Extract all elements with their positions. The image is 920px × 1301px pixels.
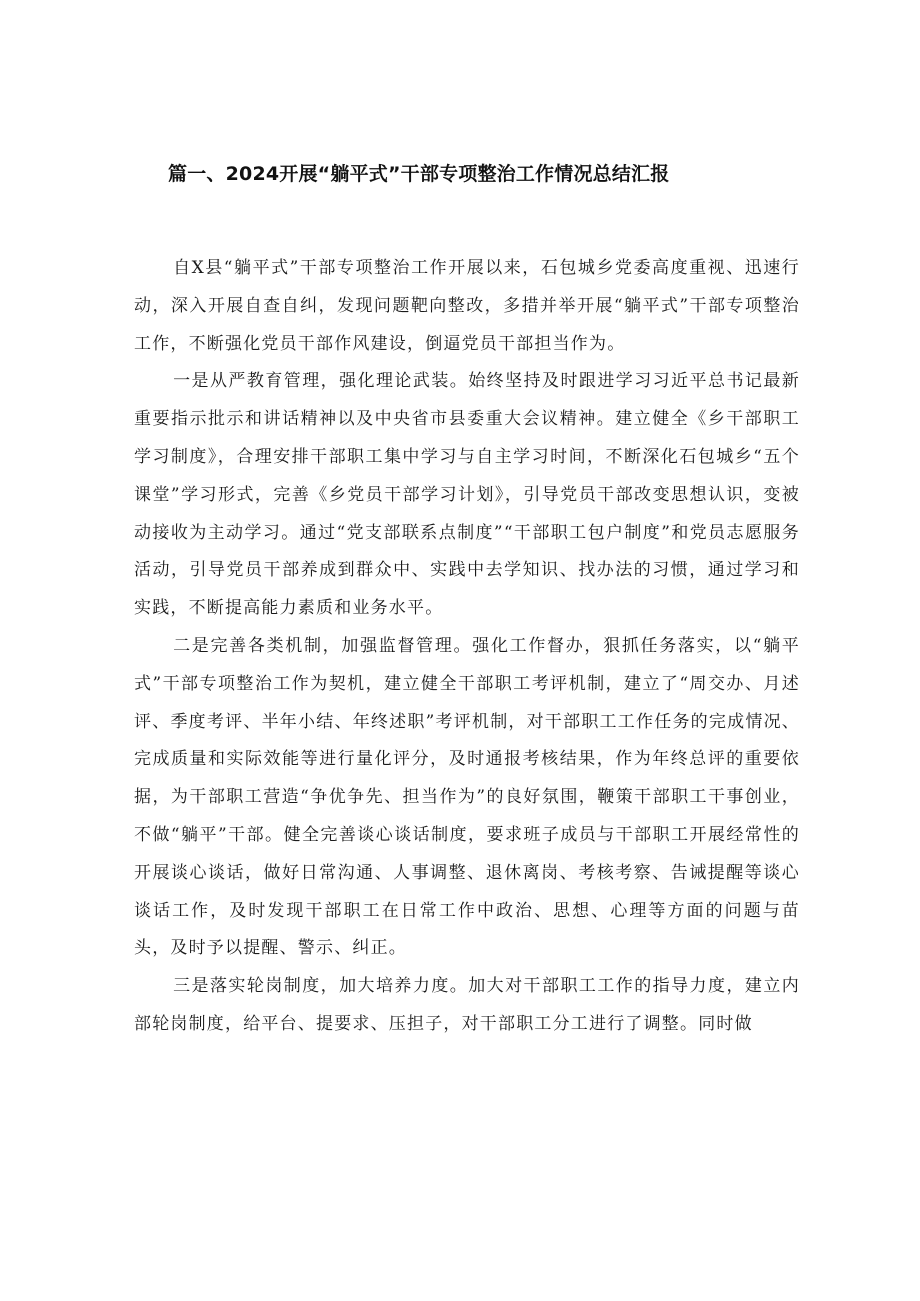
paragraph-education-management: 一是从严教育管理，强化理论武装。始终坚持及时跟进学习习近平总书记最新重要指示批示和讲话精神以及中央省市县委重大会议精神。建立健全《乡干部职工学习制度》，合理安排干部职工集中学习与自主学习时间，不断深化石包城乡“五个课堂”学习形式，完善《乡党员干部学习计划》，引导党员干部改变思想认识，变被动接收为主动学习。通过“党支部联系点制度”“干部职工包户制度”和党员志愿服务活动，引导党员干部养成到群众中、实践中去学知识、找办法的习惯，通过学习和实践，不断提高能力素质和业务水平。 <box>134 371 800 619</box>
paragraph-job-rotation: 三是落实轮岗制度，加大培养力度。加大对干部职工工作的指导力度，建立内部轮岗制度，给平台、提要求、压担子，对干部职工分工进行了调整。同时做 <box>134 976 800 1034</box>
document-title: 篇一、2024开展“躺平式”干部专项整治工作情况总结汇报 <box>168 163 670 185</box>
document-body <box>134 250 800 1044</box>
paragraph-intro: 自X县“躺平式”干部专项整治工作开展以来，石包城乡党委高度重视、迅速行动，深入开展自查自纠，发现问题靶向整改，多措并举开展“躺平式”干部专项整治工作，不断强化党员干部作风建设，倒逼党员干部担当作为。 <box>134 258 800 354</box>
paragraph-supervision-mechanism: 二是完善各类机制，加强监督管理。强化工作督办，狠抓任务落实，以“躺平式”干部专项整治工作为契机，建立健全干部职工考评机制，建立了“周交办、月述评、季度考评、半年小结、年终述职”考评机制，对干部职工工作任务的完成情况、完成质量和实际效能等进行量化评分，及时通报考核结果，作为年终总评的重要依据，为干部职工营造“争优争先、担当作为”的良好氛围，鞭策干部职工干事创业，不做“躺平”干部。健全完善谈心谈话制度，要求班子成员与干部职工开展经常性的开展谈心谈话，做好日常沟通、人事调整、退休离岗、考核考察、告诫提醒等谈心谈话工作，及时发现干部职工在日常工作中政治、思想、心理等方面的问题与苗头，及时予以提醒、警示、纠正。 <box>134 635 800 959</box>
